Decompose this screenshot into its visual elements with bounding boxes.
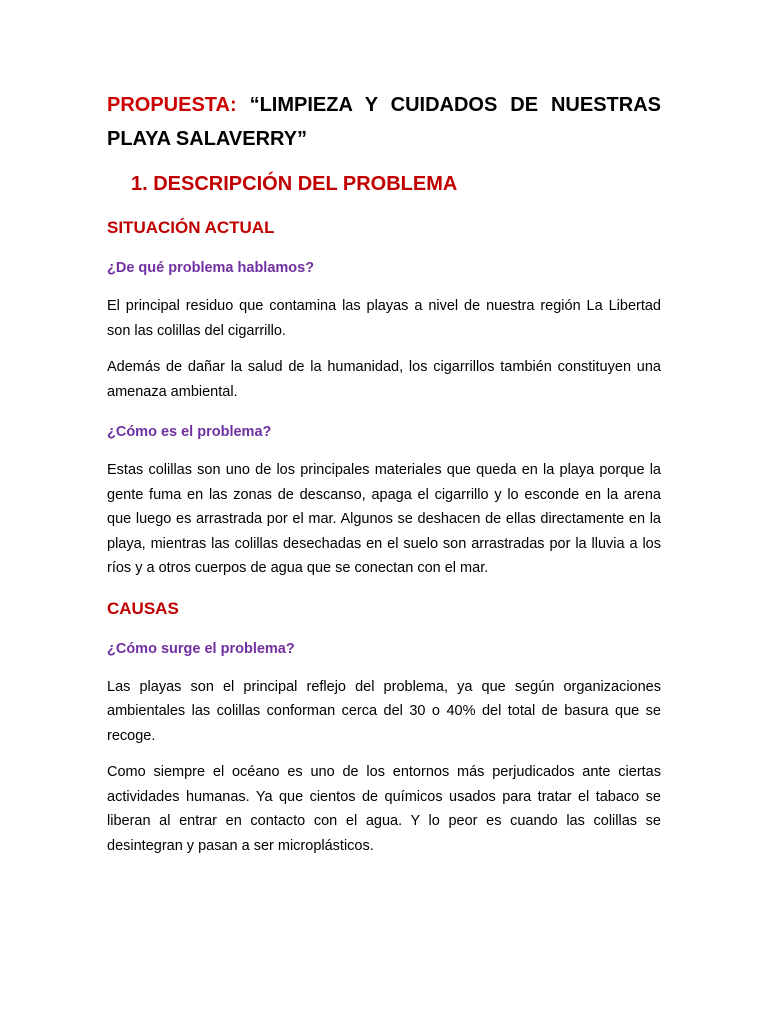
subsection-heading-causas: CAUSAS — [107, 598, 179, 618]
paragraph-ademas-de-danar: Además de dañar la salud de la humanidad, los cigarrillos también constituyen una amenaza ambiental. — [107, 359, 661, 400]
paragraph-como-siempre-el-oceano: Como siempre el océano es uno de los entornos más perjudicados ante ciertas actividades humanas. Ya que cientos de químicos usados para tratar el tabaco se liberan al entrar en contacto con el agua. Y lo peor es cuando las colillas se desintegran y pasan a ser microplásticos. — [107, 764, 661, 854]
title-text: “LIMPIEZA Y CUIDADOS DE NUESTRAS PLAYA SALAVERRY” — [107, 94, 661, 150]
document-page — [107, 88, 661, 858]
question-como-surge-el-problema: ¿Cómo surge el problema? — [107, 640, 295, 657]
paragraph-las-playas: Las playas son el principal reflejo del problema, ya que según organizaciones ambientales las colillas conforman cerca del 30 o 40% del total de basura que se recoge. — [107, 678, 661, 744]
title-label: PROPUESTA: — [107, 94, 237, 116]
question-de-que-problema: ¿De qué problema hablamos? — [107, 260, 315, 276]
document-title — [107, 88, 661, 156]
subsection-heading-situacion-actual: SITUACIÓN ACTUAL — [107, 218, 275, 237]
section-heading-descripcion: 1. DESCRIPCIÓN DEL PROBLEMA — [131, 173, 458, 195]
question-como-es-el-problema: ¿Cómo es el problema? — [107, 424, 272, 440]
paragraph-principal-residuo: El principal residuo que contamina las playas a nivel de nuestra región La Libertad son las colillas del cigarrillo. — [107, 298, 661, 339]
paragraph-estas-colillas: Estas colillas son uno de los principales materiales que queda en la playa porque la gente fuma en las zonas de descanso, apaga el cigarrillo y lo esconde en la arena que luego es arrastrada por el mar. Algunos se deshacen de ellas directamente en la playa, mientras las colillas desechadas en el suelo son arrastradas por la lluvia a los ríos y a otros cuerpos de agua que se conectan con el mar. — [107, 462, 661, 576]
